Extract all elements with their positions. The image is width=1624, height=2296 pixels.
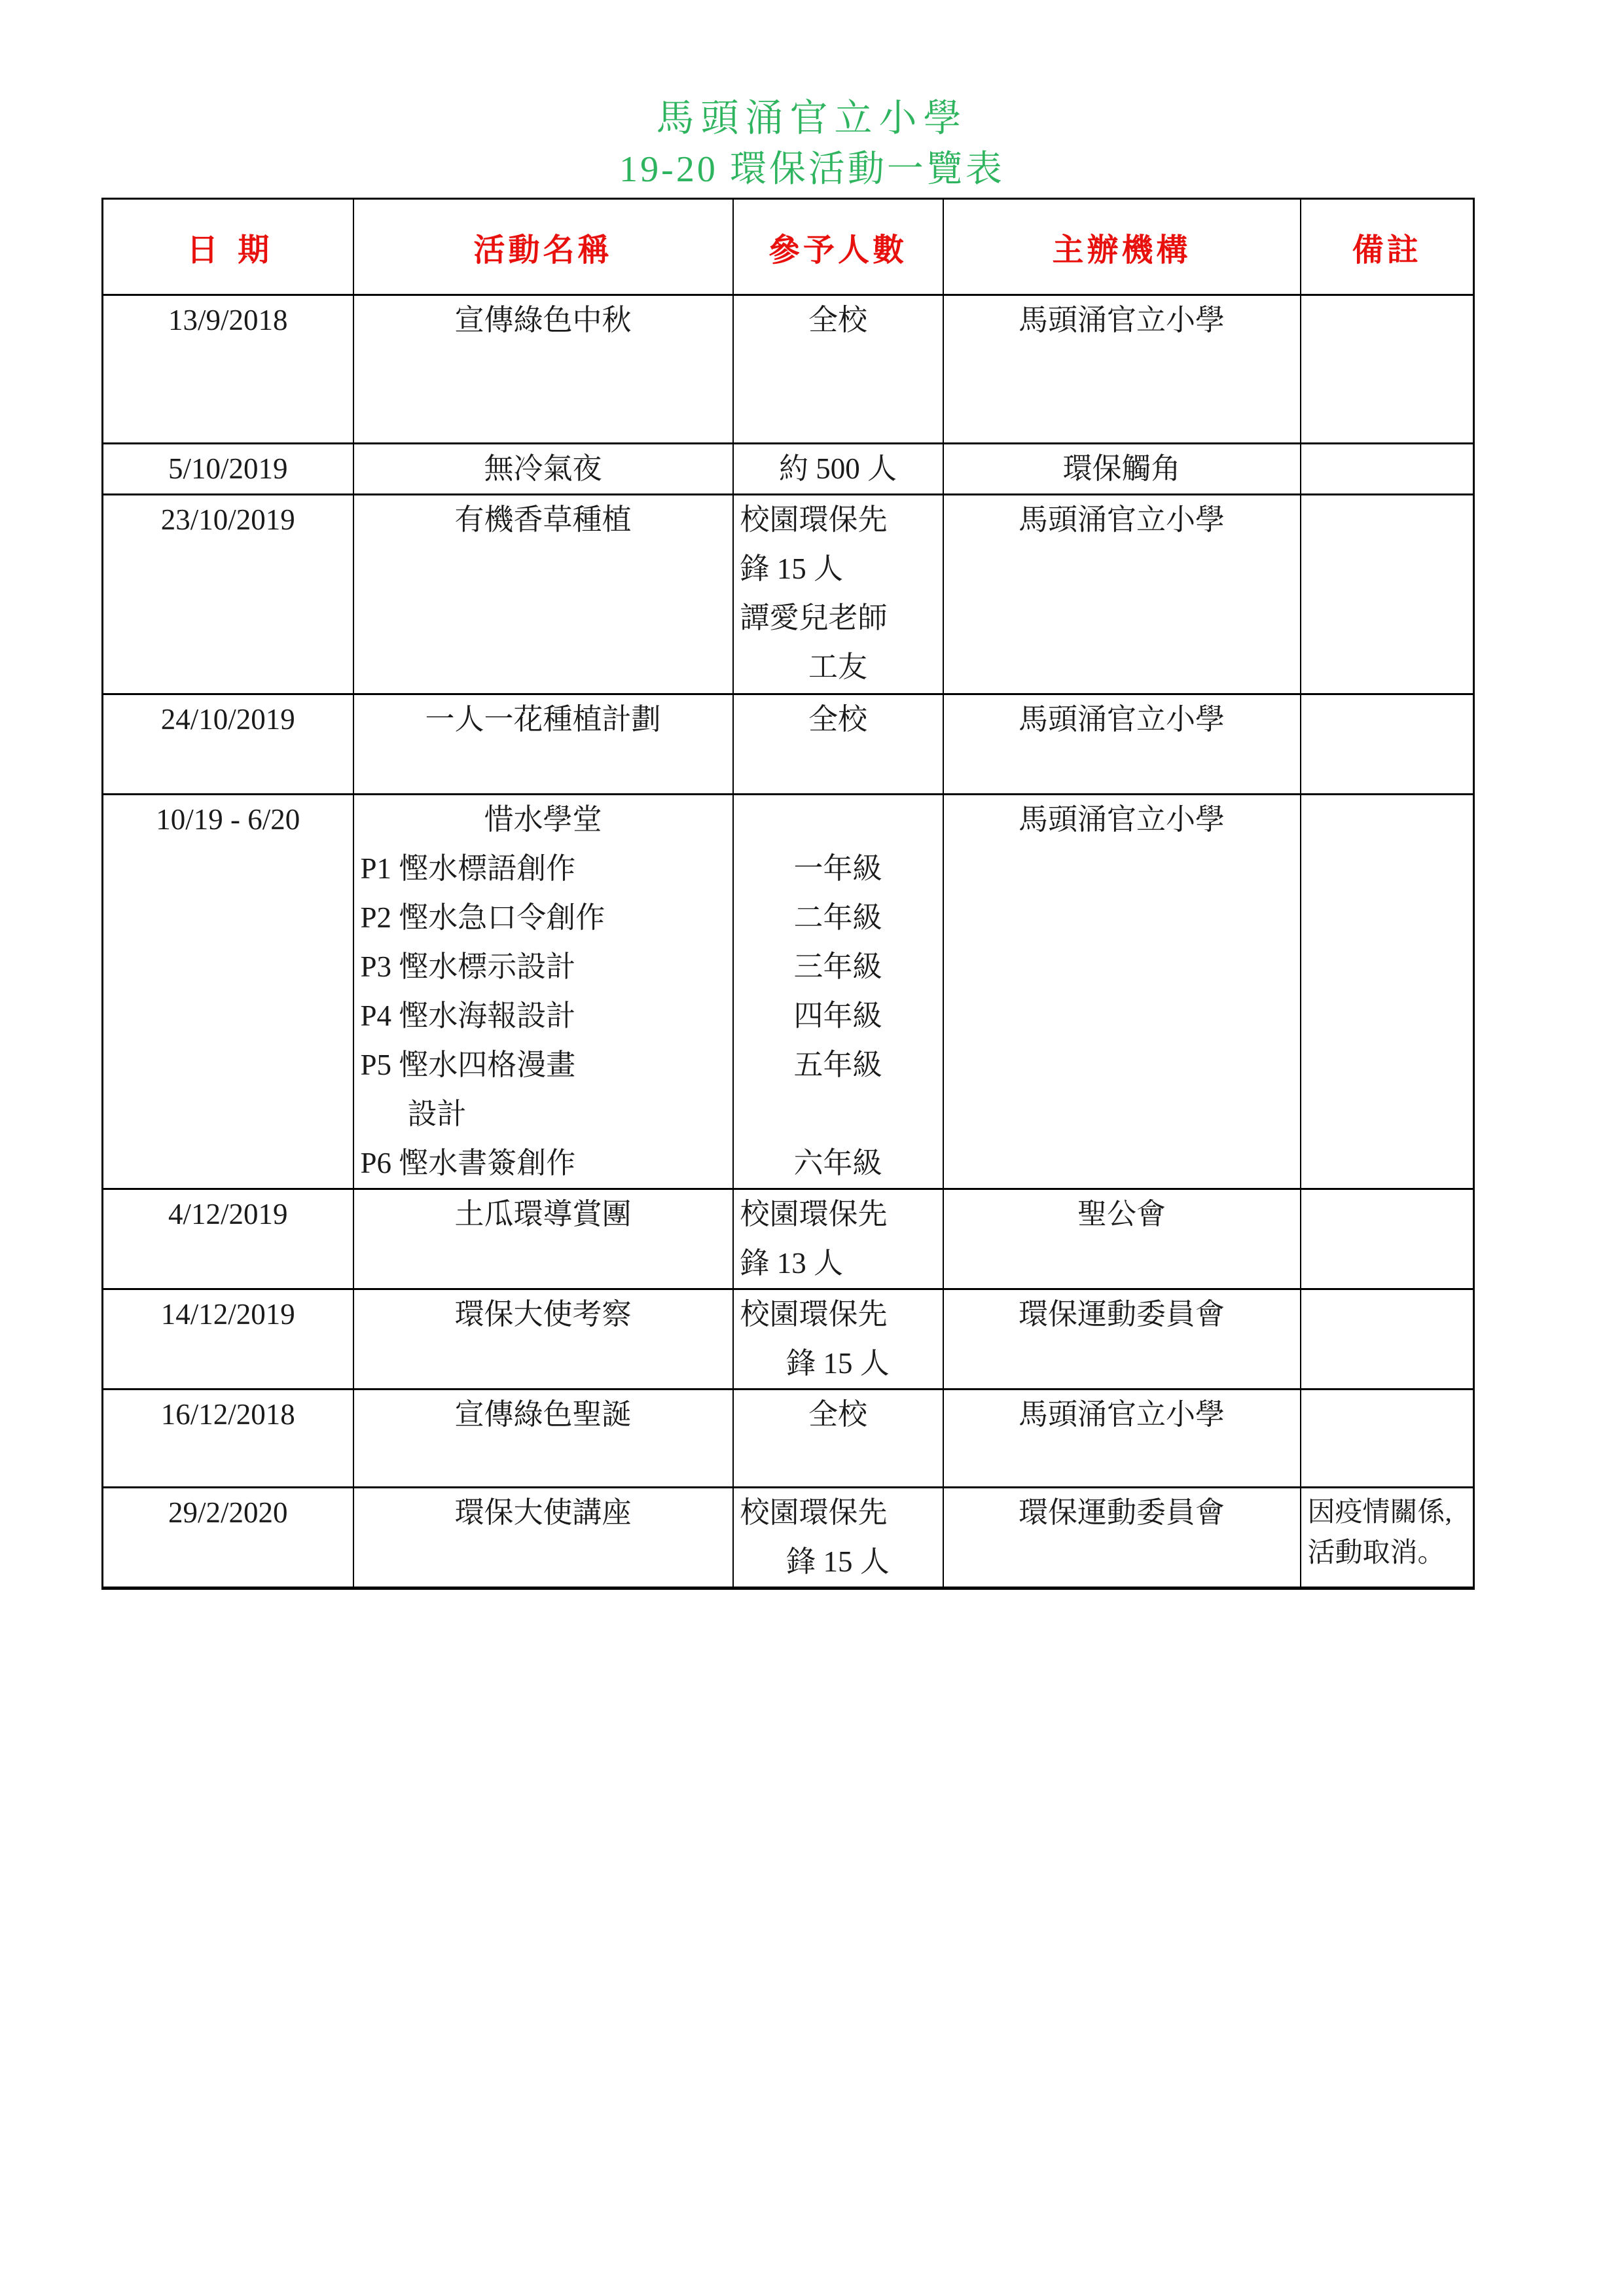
cell-line: 鋒 15 人 xyxy=(740,552,844,585)
table-row xyxy=(103,1189,1474,1289)
cell-remark xyxy=(1301,444,1474,495)
cell-line: 譚愛兒老師 xyxy=(740,601,888,634)
cell-line: 二年級 xyxy=(793,901,882,934)
cell-date: 4/12/2019 xyxy=(103,1189,353,1289)
header-date: 日期 xyxy=(103,199,353,295)
cell-date: 13/9/2018 xyxy=(103,295,353,444)
cell-remark xyxy=(1301,1289,1474,1390)
cell-date: 24/10/2019 xyxy=(103,694,353,795)
document-title-block xyxy=(0,93,1624,195)
cell-line: 四年級 xyxy=(793,999,882,1032)
cell-participants xyxy=(733,795,943,1189)
cell-remark xyxy=(1301,694,1474,795)
cell-date: 10/19 - 6/20 xyxy=(103,795,353,1189)
cell-line xyxy=(740,795,936,844)
cell-participants: 約 500 人 xyxy=(733,444,943,495)
cell-line: P5 慳水四格漫畫 xyxy=(360,1049,576,1081)
cell-line: 鋒 15 人 xyxy=(786,1347,890,1380)
cell-organizer: 馬頭涌官立小學 xyxy=(943,295,1301,444)
cell-participants xyxy=(733,1189,943,1289)
cell-line: P2 慳水急口令創作 xyxy=(360,901,605,934)
cell-participants: 全校 xyxy=(733,694,943,795)
cell-date: 5/10/2019 xyxy=(103,444,353,495)
cell-participants xyxy=(733,1488,943,1588)
cell-remark xyxy=(1301,495,1474,694)
cell-participants xyxy=(733,495,943,694)
header-participants: 參予人數 xyxy=(733,199,943,295)
school-name-title: 馬頭涌官立小學 xyxy=(656,97,968,139)
cell-participants xyxy=(733,1289,943,1390)
cell-activity: 宣傳綠色聖誕 xyxy=(353,1390,733,1488)
cell-activity: 環保大使講座 xyxy=(353,1488,733,1588)
cell-organizer: 環保觸角 xyxy=(943,444,1301,495)
cell-activity: 宣傳綠色中秋 xyxy=(353,295,733,444)
table-title: 19-20 環保活動一覽表 xyxy=(619,149,1005,190)
cell-line: 三年級 xyxy=(793,950,882,983)
cell-line: P4 慳水海報設計 xyxy=(360,999,576,1032)
cell-organizer: 聖公會 xyxy=(943,1189,1301,1289)
cell-organizer: 馬頭涌官立小學 xyxy=(943,795,1301,1189)
cell-date: 14/12/2019 xyxy=(103,1289,353,1390)
table-row xyxy=(103,1488,1474,1588)
cell-line: P6 慳水書簽創作 xyxy=(360,1147,576,1179)
cell-remark xyxy=(1301,1390,1474,1488)
table-row xyxy=(103,495,1474,694)
table-row xyxy=(103,1390,1474,1488)
cell-organizer: 馬頭涌官立小學 xyxy=(943,1390,1301,1488)
cell-line: P3 慳水標示設計 xyxy=(360,950,576,983)
cell-date: 23/10/2019 xyxy=(103,495,353,694)
cell-line: 一年級 xyxy=(793,852,882,885)
cell-line: 因疫情關係, xyxy=(1307,1498,1453,1528)
header-organizer: 主辦機構 xyxy=(943,199,1301,295)
cell-organizer: 馬頭涌官立小學 xyxy=(943,694,1301,795)
cell-line: 校園環保先 xyxy=(740,503,888,536)
cell-activity: 無冷氣夜 xyxy=(353,444,733,495)
cell-line: 設計 xyxy=(407,1098,467,1130)
cell-activity: 土瓜環導賞團 xyxy=(353,1189,733,1289)
cell-line: 校園環保先 xyxy=(740,1198,888,1230)
table-row xyxy=(103,295,1474,444)
header-remarks: 備註 xyxy=(1301,199,1474,295)
cell-line: 鋒 15 人 xyxy=(786,1545,890,1578)
table-row xyxy=(103,444,1474,495)
header-activity-name: 活動名稱 xyxy=(353,199,733,295)
cell-activity: 一人一花種植計劃 xyxy=(353,694,733,795)
header-row xyxy=(103,199,1474,295)
cell-line: 惜水學堂 xyxy=(484,803,602,836)
cell-activity: 環保大使考察 xyxy=(353,1289,733,1390)
table-row xyxy=(103,1289,1474,1390)
activities-table xyxy=(101,198,1475,1590)
cell-line: 校園環保先 xyxy=(740,1298,888,1331)
cell-date: 29/2/2020 xyxy=(103,1488,353,1588)
cell-organizer: 馬頭涌官立小學 xyxy=(943,495,1301,694)
cell-activity: 有機香草種植 xyxy=(353,495,733,694)
cell-remark xyxy=(1301,1488,1474,1588)
cell-line: 六年級 xyxy=(793,1147,882,1179)
table-row xyxy=(103,795,1474,1189)
cell-activity xyxy=(353,795,733,1189)
cell-remark xyxy=(1301,795,1474,1189)
cell-remark xyxy=(1301,1189,1474,1289)
cell-line: P1 慳水標語創作 xyxy=(360,852,576,885)
cell-participants: 全校 xyxy=(733,1390,943,1488)
table-row xyxy=(103,694,1474,795)
cell-participants: 全校 xyxy=(733,295,943,444)
cell-remark xyxy=(1301,295,1474,444)
cell-line: 活動取消。 xyxy=(1307,1538,1445,1568)
cell-organizer: 環保運動委員會 xyxy=(943,1289,1301,1390)
cell-line: 工友 xyxy=(808,651,867,683)
cell-date: 16/12/2018 xyxy=(103,1390,353,1488)
cell-organizer: 環保運動委員會 xyxy=(943,1488,1301,1588)
cell-line: 五年級 xyxy=(793,1049,882,1081)
cell-line xyxy=(740,1090,936,1139)
cell-line: 校園環保先 xyxy=(740,1496,888,1529)
cell-line: 鋒 13 人 xyxy=(740,1247,844,1280)
